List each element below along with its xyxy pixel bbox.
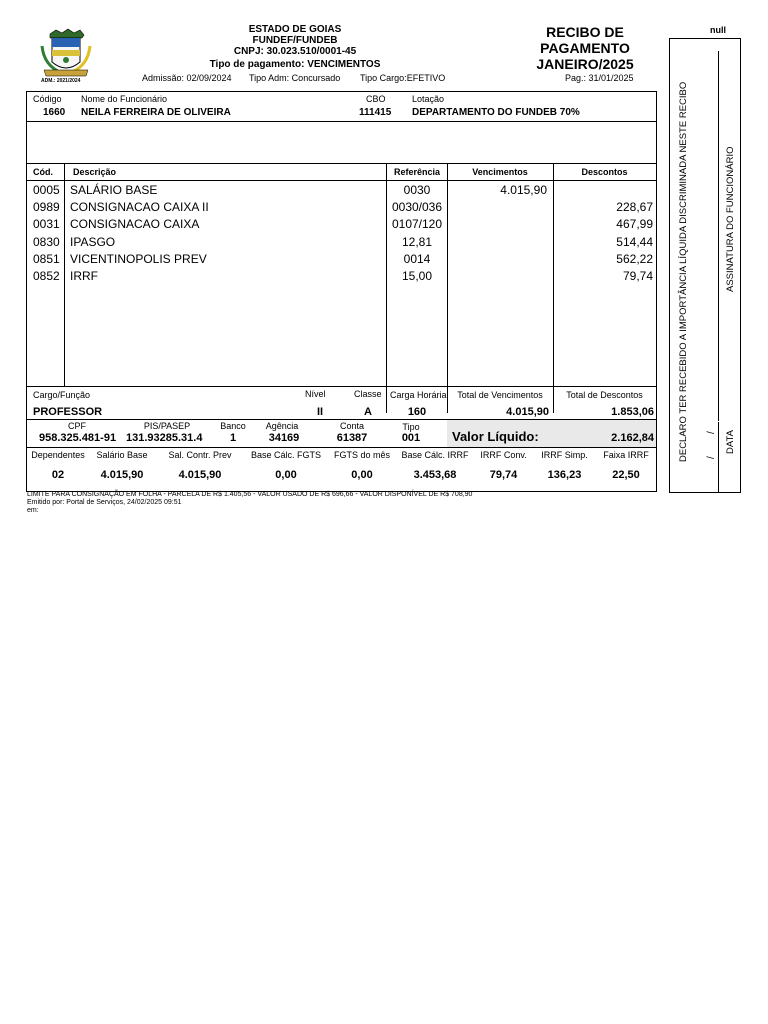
footer-em: em: (27, 507, 39, 514)
cnpj: CNPJ: 30.023.510/0001-45 (233, 46, 357, 57)
pis-label: PIS/PASEP (143, 421, 191, 431)
item-description: IPASGO (70, 234, 116, 249)
divider (27, 180, 656, 181)
agency-label: Agência (265, 421, 299, 431)
table-row (27, 199, 657, 216)
signature-box (669, 38, 741, 493)
date-slash-2: / (706, 431, 717, 434)
level-value: II (317, 406, 324, 418)
hours-value: 160 (407, 406, 427, 418)
agency-value: 34169 (268, 432, 300, 444)
item-reference: 0014 (403, 251, 431, 266)
base-value: 02 (51, 469, 65, 481)
base-label: Salário Base (96, 450, 148, 460)
base-label: Base Cálc. IRRF (401, 450, 469, 460)
base-label: Dependentes (31, 450, 85, 460)
base-label: Sal. Contr. Prev (168, 450, 232, 460)
item-code: 0031 (33, 217, 60, 232)
col-earnings: Vencimentos (472, 167, 528, 177)
total-discounts-value: 1.853,06 (611, 406, 654, 418)
item-code: 0989 (33, 200, 60, 215)
page-date: Pag.: 31/01/2025 (565, 73, 634, 83)
base-value: 0,00 (275, 469, 297, 481)
footer-issued-by: Emitido por: Portal de Serviços, 24/02/2025 09:51 (27, 499, 182, 506)
role-value: PROFESSOR (33, 406, 103, 418)
base-label: Base Cálc. FGTS (250, 450, 322, 460)
pis-value: 131.93285.31.4 (126, 432, 203, 444)
item-description: CONSIGNACAO CAIXA (70, 217, 200, 232)
signature-line (718, 51, 719, 421)
item-code: 0830 (33, 234, 60, 249)
bank-value: 1 (229, 432, 237, 444)
item-earnings: 4.015,90 (500, 183, 547, 197)
seal-caption: ADM.: 2021/2024 (41, 78, 81, 84)
col-reference: Referência (393, 167, 441, 177)
base-value: 3.453,68 (413, 469, 457, 481)
type-value: 001 (401, 432, 421, 444)
org-line-2: FUNDEF/FUNDEB (252, 35, 338, 46)
base-value: 4.015,90 (100, 469, 144, 481)
type-label: Tipo (402, 422, 420, 432)
net-value-label: Valor Líquido: (452, 429, 539, 444)
item-description: VICENTINOPOLIS PREV (70, 251, 207, 266)
footer-consignment-limit: LIMITE PARA CONSIGNAÇÃO EM FOLHA - PARCELA DE R$ 1.405,56 - VALOR USADO DE R$ 696,66 - VALOR DISPONÍVEL DE R$ 708,90 (27, 491, 473, 498)
table-row (27, 216, 657, 233)
cpf-value: 958.325.481-91 (39, 432, 117, 444)
code-label: Código (33, 94, 62, 104)
bank-label: Banco (220, 421, 246, 431)
item-discount: 79,74 (622, 269, 653, 283)
item-reference: 0107/120 (391, 217, 443, 232)
name-label: Nome do Funcionário (81, 94, 168, 104)
net-value: 2.162,84 (611, 432, 654, 444)
role-label: Cargo/Função (33, 390, 91, 400)
item-discount: 562,22 (616, 251, 653, 266)
base-value: 4.015,90 (178, 469, 222, 481)
account-value: 61387 (336, 432, 368, 444)
admission-type: Tipo Adm: Concursado (249, 73, 341, 83)
table-row (27, 234, 657, 251)
admission-date: Admissão: 02/09/2024 (142, 73, 232, 83)
item-code: 0005 (33, 183, 60, 197)
item-discount: 514,44 (616, 234, 653, 249)
total-discounts-label: Total de Descontos (566, 390, 643, 400)
municipal-seal (36, 26, 96, 86)
signature-label: ASSINATURA DO FUNCIONÁRIO (725, 146, 736, 292)
item-description: SALÁRIO BASE (70, 183, 158, 197)
item-discount: 467,99 (616, 217, 653, 232)
cbo-label: CBO (366, 94, 386, 104)
org-line-1: ESTADO DE GOIAS (248, 24, 342, 35)
item-reference: 15,00 (401, 269, 433, 283)
table-row (27, 268, 657, 285)
item-description: IRRF (70, 269, 98, 283)
total-earnings-value: 4.015,90 (506, 406, 549, 418)
receipt-main-box (26, 91, 657, 492)
hours-label: Carga Horária (390, 390, 447, 400)
divider (27, 386, 656, 387)
base-label: Faixa IRRF (603, 450, 649, 460)
col-discounts: Descontos (581, 167, 628, 177)
total-earnings-label: Total de Vencimentos (457, 390, 543, 400)
null-label: null (710, 25, 726, 35)
item-discount: 228,67 (616, 200, 653, 215)
item-description: CONSIGNACAO CAIXA II (70, 200, 209, 215)
base-value: 0,00 (351, 469, 373, 481)
bases-row (27, 448, 657, 492)
table-row (27, 182, 657, 199)
class-value: A (364, 406, 372, 418)
base-value: 79,74 (489, 469, 518, 481)
item-reference: 0030/036 (391, 200, 443, 215)
base-label: IRRF Simp. (541, 450, 588, 460)
payment-type: Tipo de pagamento: VENCIMENTOS (209, 59, 381, 70)
date-label: DATA (725, 430, 736, 454)
location-value: DEPARTAMENTO DO FUNDEB 70% (412, 107, 580, 118)
period: JANEIRO/2025 (536, 56, 634, 72)
cbo-value: 111415 (359, 107, 392, 118)
divider (27, 121, 656, 122)
location-label: Lotação (412, 94, 445, 104)
account-label: Conta (339, 421, 365, 431)
receipt-title-1: RECIBO DE (546, 24, 624, 40)
employee-name: NEILA FERREIRA DE OLIVEIRA (81, 107, 231, 118)
level-label: Nível (305, 389, 326, 399)
item-code: 0851 (33, 251, 60, 266)
date-line (718, 422, 719, 492)
col-cod: Cód. (33, 167, 53, 177)
item-reference: 0030 (403, 183, 431, 197)
class-label: Classe (354, 389, 382, 399)
base-label: IRRF Conv. (480, 450, 527, 460)
base-label: FGTS do mês (333, 450, 390, 460)
date-slash-1: / (706, 456, 717, 459)
base-value: 136,23 (547, 469, 582, 481)
col-description: Descrição (73, 167, 117, 177)
job-type: Tipo Cargo:EFETIVO (360, 73, 446, 83)
items-list (27, 182, 657, 382)
base-value: 22,50 (612, 469, 640, 481)
cpf-label: CPF (68, 421, 86, 431)
receipt-title-2: PAGAMENTO (540, 40, 630, 56)
table-row (27, 251, 657, 268)
divider (27, 163, 656, 164)
item-code: 0852 (33, 269, 60, 283)
item-reference: 12,81 (401, 234, 433, 249)
employee-code: 1660 (43, 107, 66, 118)
declaration-text: DECLARO TER RECEBIDO A IMPORTÂNCIA LÍQUIDA DISCRIMINADA NESTE RECIBO (678, 81, 689, 462)
